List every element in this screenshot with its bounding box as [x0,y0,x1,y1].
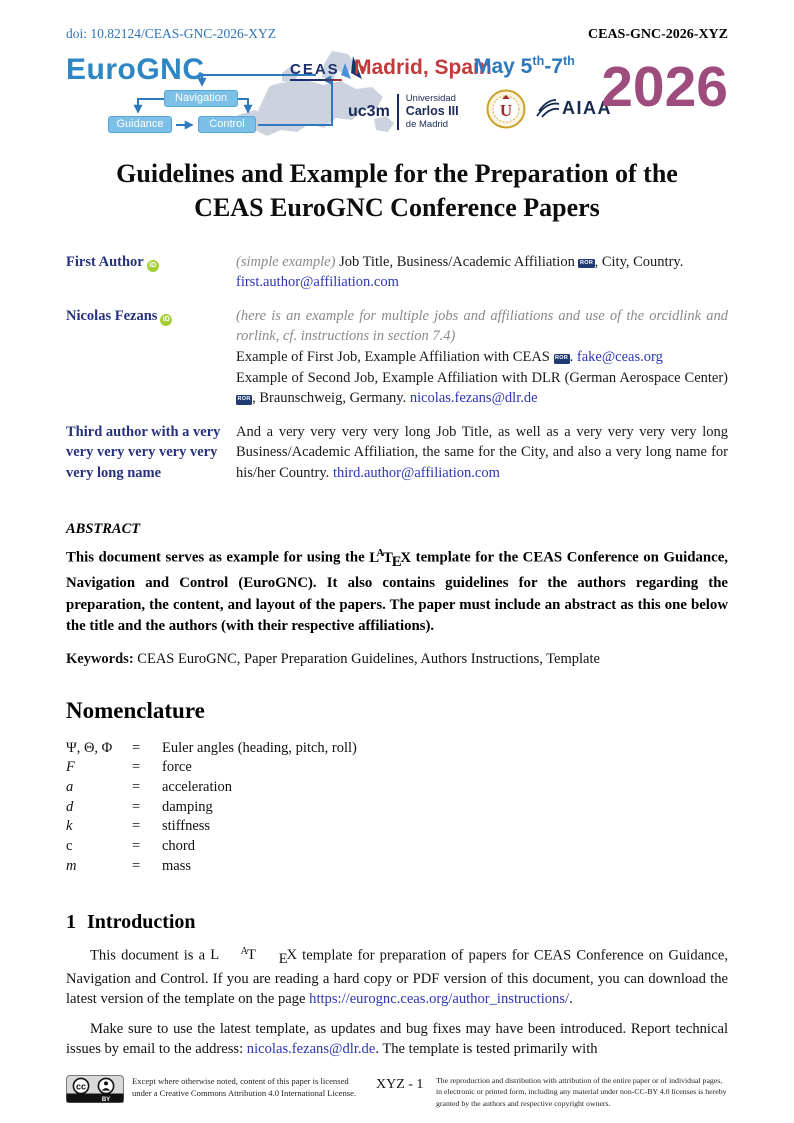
nomenclature-row [66,837,728,857]
nomen-definition: Euler angles (heading, pitch, roll) [162,739,357,756]
nomen-equals: = [132,857,141,874]
aiaa-swoosh-icon [536,97,560,119]
text-segment: This document is a [90,947,211,964]
nomenclature-row [66,739,728,759]
nomenclature-row [66,758,728,778]
ror-icon [554,354,570,364]
text-segment: Job Title, Business/Academic Affiliation [339,253,579,270]
uc3m-logo-short: uc3m [348,102,390,120]
nomenclature-heading: Nomenclature [66,697,205,723]
intro-paragraph-1 [66,945,728,1010]
text-segment: Example of First Job, Example Affiliation with CEAS [236,348,554,365]
nomen-equals: = [132,818,141,835]
nomen-equals: = [132,759,141,776]
conference-year: 2026 [601,55,728,119]
cc-glyph: cc [75,1081,87,1092]
nomen-definition: acceleration [162,779,233,796]
section-title: Introduction [87,910,196,933]
hyperlink[interactable]: https://eurognc.ceas.org/author_instructions/ [309,990,570,1007]
author-affiliation [236,252,728,293]
abstract-label: ABSTRACT [66,521,141,538]
abstract-text [66,546,728,637]
author-row [66,252,728,293]
hyperlink[interactable]: nicolas.fezans@dlr.de [246,1041,376,1058]
author-name-text: Third author with a very very very very very very very long name [66,423,221,481]
section-heading-introduction [66,911,728,934]
nomenclature-row [66,857,728,877]
author-name-text: Nicolas Fezans [66,307,158,324]
flowchart-box-navigation: Navigation [164,90,238,107]
nomen-symbol: d [66,798,74,815]
text-segment: Example of Second Job, Example Affiliation with DLR (German Aerospace Center) [236,369,728,386]
svg-text:U: U [499,101,513,120]
nomenclature-row [66,778,728,798]
text-segment: L AT EX [210,945,298,967]
author-name [66,306,236,409]
orcid-icon[interactable] [147,260,159,272]
page-footer [66,1075,728,1109]
flowchart-box-guidance: Guidance [108,116,172,133]
text-segment: , City, Country. [594,253,684,270]
author-row [66,422,728,484]
nomen-definition: mass [162,857,191,874]
nomen-equals: = [132,739,141,756]
by-glyph: BY [101,1097,111,1104]
hyperlink[interactable]: fake@ceas.org [576,348,663,365]
nomenclature-row [66,798,728,818]
author-affiliation [236,422,728,484]
uc3m-line1: Universidad [405,93,456,104]
keywords-line [66,651,728,668]
author-name [66,252,236,293]
nomenclature-table [66,739,728,877]
uc3m-logo [348,93,459,130]
paper-id: CEAS-GNC-2026-XYZ [588,27,728,42]
nomen-equals: = [132,798,141,815]
aiaa-logo-text: AIAA [562,97,612,118]
text-segment: template for preparation of papers for CEAS Conference on Guidance, Navigation and Control. If you are reading a hard copy or PDF version of this document, you can download the latest version of the template on the page [66,947,728,1007]
ror-icon [578,259,594,269]
text-segment: (here is an example for multiple jobs and affiliations and use of the orcidlink and rorlink, cf. instructions in section 7.4) [236,307,728,345]
author-block [66,252,728,484]
header [66,26,728,43]
hyperlink[interactable]: nicolas.fezans@dlr.de [409,390,538,407]
ceas-logo [290,61,362,81]
text-segment: . [569,348,577,365]
uc3m-logo-divider [397,94,399,130]
cc-by-license-badge[interactable] [66,1075,124,1103]
text-segment: Make sure to use the latest template, as updates and bug fixes may have been introduced. Report technical issues by email to the address: [66,1021,728,1058]
text-segment: May 5 [474,55,533,78]
text-segment: . [569,990,573,1007]
doi-link[interactable]: doi: 10.82124/CEAS-GNC-2026-XYZ [66,26,276,41]
conference-location: Madrid, Spain [354,56,492,79]
nomen-symbol: Ψ, Θ, Φ [66,739,113,756]
text-segment: th [562,54,575,68]
text-segment: -7 [544,55,563,78]
hyperlink[interactable]: first.author@affiliation.com [236,274,399,291]
flowchart-box-control: Control [198,116,256,133]
text-segment: . The template is tested primarily with [375,1041,598,1058]
paper-title-line2: CEAS EuroGNC Conference Papers [194,193,600,223]
author-row [66,306,728,409]
license-text: Except where otherwise noted, content of this paper is licensed under a Creative Commons Attribution 4.0 International License. [132,1076,357,1099]
paper-title [66,157,728,226]
text-segment: This document serves as example for using the [66,550,370,567]
nomen-definition: stiffness [162,818,211,835]
author-affiliation [236,306,728,409]
author-name-text: First Author [66,253,144,270]
nomen-equals: = [132,779,141,796]
intro-paragraph-2 [66,1020,728,1060]
keywords-text: CEAS EuroGNC, Paper Preparation Guidelines, Authors Instructions, Template [133,650,600,667]
ror-icon [236,395,252,405]
text-segment: th [532,54,545,68]
nomen-symbol: m [66,857,77,874]
nomen-definition: force [162,759,192,776]
text-segment: , Braunschweig, Germany. [252,390,410,407]
eurognc-logo-text: EuroGNC [66,53,205,86]
hyperlink[interactable]: third.author@affiliation.com [332,464,500,481]
page-number: XYZ - 1 [376,1077,424,1093]
nomen-symbol: c [66,838,73,855]
keywords-label: Keywords: [66,650,134,667]
text-segment: And a very very very very long Job Title, as well as a very very very very long Business/Academic Affiliation, the same for the City, and also a very long name for his/her Country. [236,423,728,481]
ceas-logo-text: CEAS [290,61,340,78]
text-segment: LATEX [369,548,412,570]
paper-title-line1: Guidelines and Example for the Preparation of the [116,159,678,188]
nomen-definition: damping [162,798,213,815]
uc3m-line3: de Madrid [405,118,449,130]
nomen-equals: = [132,838,141,855]
ceas-logo-rule [290,79,342,81]
conference-dates [474,54,575,79]
text-segment: (simple example) [236,253,340,270]
conference-banner [66,53,728,145]
nomen-symbol: k [66,818,73,835]
rights-text: The reproduction and distribution with attribution of the entire paper or of individual pages, in electronic or printed form, including any material under non-CC-BY 4.0 licenses is hereby granted by the authors and respective copyright owners. [436,1076,727,1108]
uc3m-logo-fullname [406,93,459,130]
nomen-symbol: a [66,779,74,796]
orcid-icon[interactable] [160,314,172,326]
university-seal-logo [486,89,526,129]
text-segment: template for the CEAS Conference on Guidance, Navigation and Control (EuroGNC). It also contains guidelines for the authors regarding the preparation, the content, and layout of the papers. The paper must include an abstract as this one below the title and the authors (with their respective affiliations). [66,550,728,635]
nomen-definition: chord [162,838,196,855]
section-number: 1 [66,910,76,933]
uc3m-line2: Carlos III [405,104,459,119]
nomen-symbol: F [66,759,75,776]
author-name [66,422,236,484]
nomenclature-row [66,817,728,837]
